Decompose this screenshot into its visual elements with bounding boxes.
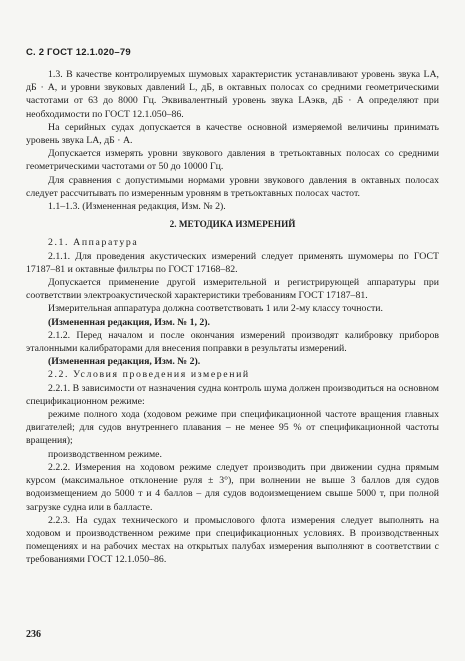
paragraph-serial-vessels: На серийных судах допускается в качестве основной измеряемой величины принимать уровень звука LA, дБ · А. bbox=[26, 121, 439, 147]
paragraph-2-2-1: 2.2.1. В зависимости от назначения судна контроль шума должен производиться на основном спецификационном режиме: bbox=[26, 382, 439, 407]
page-header: С. 2 ГОСТ 12.1.020–79 bbox=[26, 47, 131, 58]
paragraph-comparison: Для сравнения с допустимыми нормами уровни звукового давления в октавных полосах следует рассчитывать по измеренным уровням в третьоктавных полосах частот. bbox=[26, 174, 439, 199]
section-title-2: 2. МЕТОДИКА ИЗМЕРЕНИЙ bbox=[169, 219, 296, 230]
amendment-note-3: (Измененная редакция, Изм. № 2). bbox=[48, 356, 201, 368]
paragraph-2-2-2: 2.2.2. Измерения на ходовом режиме следует производить при движении судна прямым курсом (максимальное отклонение руля ± 3°), при волнении не выше 3 баллов для судов водоизмещением до 5000 т и 4 баллов – для судов водоизмещением свыше 5000 т, при полной загрузке судна или в балласте. bbox=[26, 461, 439, 513]
amendment-note-2: (Измененная редакция, Изм. № 1, 2). bbox=[48, 316, 210, 328]
paragraph-production-mode: производственном режиме. bbox=[48, 448, 162, 460]
paragraph-2-1-2: 2.1.2. Перед началом и после окончания измерений производят калибровку приборов эталонными калибраторами для внесения поправки в результаты измерений. bbox=[26, 329, 439, 355]
page-number: 236 bbox=[26, 629, 41, 640]
paragraph-1-3: 1.3. В качестве контролируемых шумовых характеристик устанавливают уровень звука LA, дБ · А, и уровни звуковых давлений L, дБ, в октавных полосах со средними геометрическими частотами от 63 до 8000 Гц. Эквивалентный уровень звука LAэкв, дБ · А определяют при необходимости по ГОСТ 12.1.050–86. bbox=[26, 69, 439, 120]
paragraph-full-speed-mode: режиме полного хода (ходовом режиме при спецификационной частоте вращения главных двигателей; для судов внутреннего плавания – не менее 95 % от спецификационной частоты вращения); bbox=[26, 409, 439, 447]
amendment-note-1: 1.1–1.3. (Измененная редакция, Изм. № 2). bbox=[48, 201, 226, 213]
subsection-title-2-2: 2.2. Условия проведения измерений bbox=[48, 369, 250, 381]
paragraph-2-2-3: 2.2.3. На судах технического и промыслового флота измерения следует выполнять на ходовом и производственном режиме при спецификационных условиях. В производственных помещениях и на рабочих местах на открытых палубах измерения выполняют в соответствии с требованиями ГОСТ 12.1.050–86. bbox=[26, 514, 439, 566]
paragraph-accuracy-class: Измерительная аппаратура должна соответствовать 1 или 2-му классу точности. bbox=[48, 303, 383, 315]
paragraph-other-equipment: Допускается применение другой измерительной и регистрирующей аппаратуры при соответствии электроакустической характеристики требованиям ГОСТ 17187–81. bbox=[26, 277, 439, 302]
paragraph-2-1-1: 2.1.1. Для проведения акустических измерений следует применять шумомеры по ГОСТ 17187–81 и октавные фильтры по ГОСТ 17168–82. bbox=[26, 250, 439, 275]
document-body bbox=[26, 68, 439, 567]
subsection-title-2-1: 2.1. Аппаратура bbox=[48, 237, 139, 249]
paragraph-third-octave: Допускается измерять уровни звукового давления в третьоктавных полосах со средними геометрическими частотами от 50 до 10000 Гц. bbox=[26, 148, 439, 173]
